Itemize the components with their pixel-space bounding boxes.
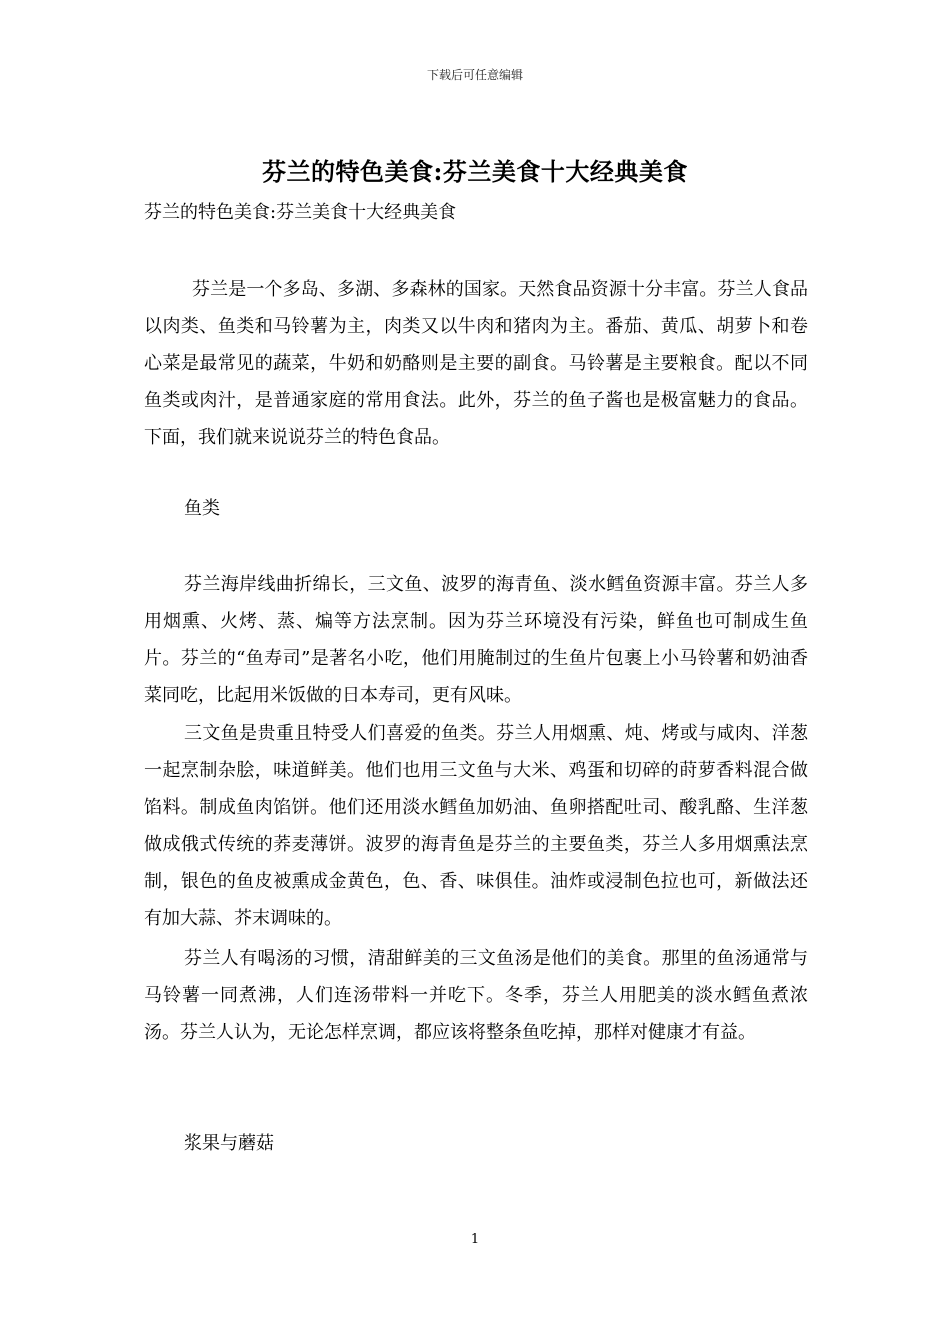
fish-paragraph-1: 芬兰海岸线曲折绵长，三文鱼、波罗的海青鱼、淡水鳕鱼资源丰富。芬兰人多用烟熏、火烤、蒸、煸等方法烹制。因为芬兰环境没有污染，鲜鱼也可制成生鱼片。芬兰的“鱼寿司”是著名小吃，他们用腌制过的生鱼片包裹上小马铃薯和奶油香菜同吃，比起用米饭做的日本寿司，更有风味。 xyxy=(144,574,808,706)
section-heading-fish: 鱼类 xyxy=(184,498,220,519)
fish-paragraph-3: 芬兰人有喝汤的习惯，清甜鲜美的三文鱼汤是他们的美食。那里的鱼汤通常与马铃薯一同煮沸，人们连汤带料一并吃下。冬季，芬兰人用肥美的淡水鳕鱼煮浓汤。芬兰人认为，无论怎样烹调，都应该将整条鱼吃掉，那样对健康才有益。 xyxy=(144,948,808,1043)
page-number: 1 xyxy=(470,1232,480,1247)
fish-paragraph-2: 三文鱼是贵重且特受人们喜爱的鱼类。芬兰人用烟熏、炖、烤或与咸肉、洋葱一起烹制杂脍，味道鲜美。他们也用三文鱼与大米、鸡蛋和切碎的莳萝香料混合做馅料。制成鱼肉馅饼。他们还用淡水鳕鱼加奶油、鱼卵搭配吐司、酸乳酪、生洋葱做成俄式传统的荞麦薄饼。波罗的海青鱼是芬兰的主要鱼类，芬兰人多用烟熏法烹制，银色的鱼皮被熏成金黄色，色、香、味俱佳。油炸或浸制色拉也可，新做法还有加大蒜、芥末调味的。 xyxy=(144,723,808,929)
document-title: 芬兰的特色美食:芬兰美食十大经典美食 xyxy=(262,157,688,186)
intro-paragraph: 芬兰是一个多岛、多湖、多森林的国家。天然食品资源十分丰富。芬兰人食品以肉类、鱼类和马铃薯为主，肉类又以牛肉和猪肉为主。番茄、黄瓜、胡萝卜和卷心菜是最常见的蔬菜，牛奶和奶酪则是主要的副食。马铃薯是主要粮食。配以不同鱼类或肉汁，是普通家庭的常用食法。此外，芬兰的鱼子酱也是极富魅力的食品。下面，我们就来说说芬兰的特色食品。 xyxy=(144,279,808,448)
document-subtitle: 芬兰的特色美食:芬兰美食十大经典美食 xyxy=(144,202,457,223)
header-note: 下载后可任意编辑 xyxy=(426,68,523,82)
section-heading-berries-mushrooms: 浆果与蘑菇 xyxy=(184,1133,274,1154)
